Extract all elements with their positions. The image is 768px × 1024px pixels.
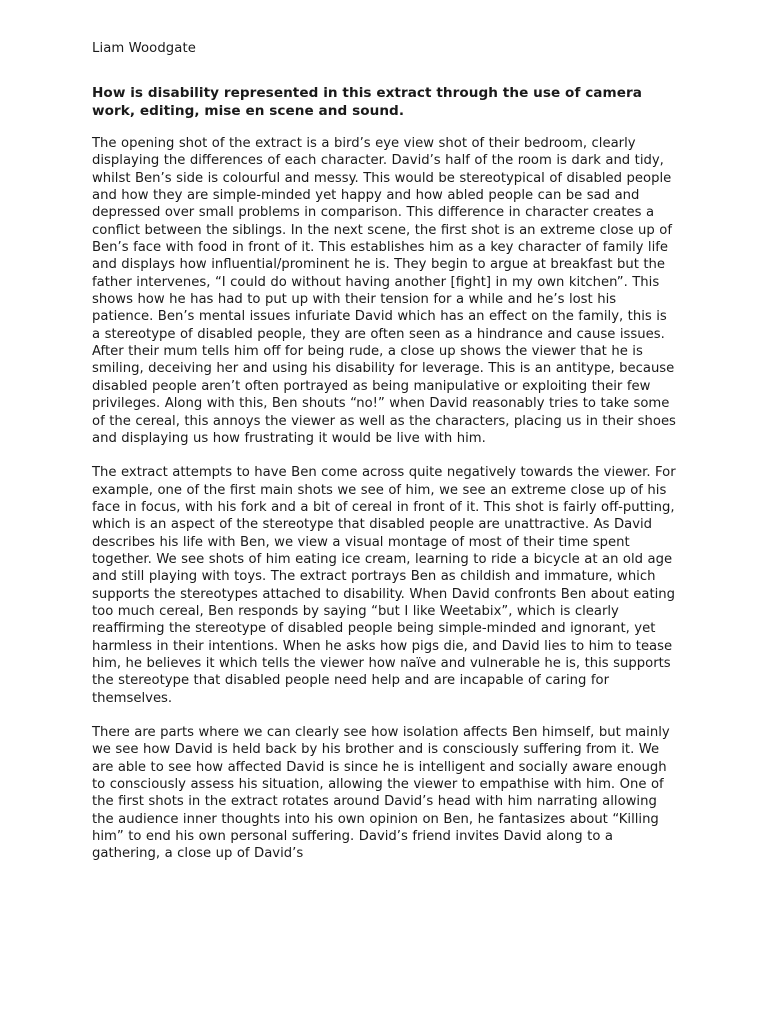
essay-title: How is disability represented in this extract through the use of camera work, editing, mise en scene and sound. <box>92 85 642 119</box>
body-paragraph-2: The extract attempts to have Ben come across quite negatively towards the viewer. For example, one of the first main shots we see of him, we see an extreme close up of his face in focus, with his fork and a bit of cereal in front of it. This shot is fairly off-putting, which is an aspect of the stereotype that disabled people are unattractive. As David describes his life with Ben, we view a visual montage of most of their time spent together. We see shots of him eating ice cream, learning to ride a bicycle at an old age and still playing with toys. The extract portrays Ben as childish and immature, which supports the stereotypes attached to disability. When David confronts Ben about eating too much cereal, Ben responds by saying “but I like Weetabix”, which is clearly reaffirming the stereotype of disabled people being simple-minded and ignorant, yet harmless in their intentions. When he asks how pigs die, and David lies to him to tease him, he believes it which tells the viewer how naïve and vulnerable he is, this supports the stereotype that disabled people need help and are incapable of caring for themselves. <box>92 465 676 706</box>
body-paragraph-3: There are parts where we can clearly see how isolation affects Ben himself, but mainly we see how David is held back by his brother and is consciously suffering from it. We are able to see how affected David is since he is intelligent and socially aware enough to consciously assess his situation, allowing the viewer to empathise with him. One of the first shots in the extract rotates around David’s head with him narrating allowing the audience inner thoughts into his own opinion on Ben, he fantasizes about “Killing him” to end his own personal suffering. David’s friend invites David along to a gathering, a close up of David’s <box>92 725 670 862</box>
author-name: Liam Woodgate <box>92 41 196 56</box>
body-paragraph-1: The opening shot of the extract is a bird’s eye view shot of their bedroom, clearly displaying the differences of each character. David’s half of the room is dark and tidy, whilst Ben’s side is colourful and messy. This would be stereotypical of disabled people and how they are simple-minded yet happy and how abled people can be sad and depressed over small problems in comparison. This difference in character creates a conflict between the siblings. In the next scene, the first shot is an extreme close up of Ben’s face with food in front of it. This establishes him as a key character of family life and displays how influential/prominent he is. They begin to argue at breakfast but the father intervenes, “I could do without having another [fight] in my own kitchen”. This shows how he has had to put up with their tension for a while and he’s lost his patience. Ben’s mental issues infuriate David which has an effect on the family, this is a stereotype of disabled people, they are often seen as a hindrance and cause issues. After their mum tells him off for being rude, a close up shows the viewer that he is smiling, deceiving her and using his disability for leverage. This is an antitype, because disabled people aren’t often portrayed as being manipulative or exploiting their few privileges. Along with this, Ben shouts “no!” when David reasonably tries to take some of the cereal, this annoys the viewer as well as the characters, placing us in their shoes and displaying us how frustrating it would be live with him. <box>92 136 676 446</box>
